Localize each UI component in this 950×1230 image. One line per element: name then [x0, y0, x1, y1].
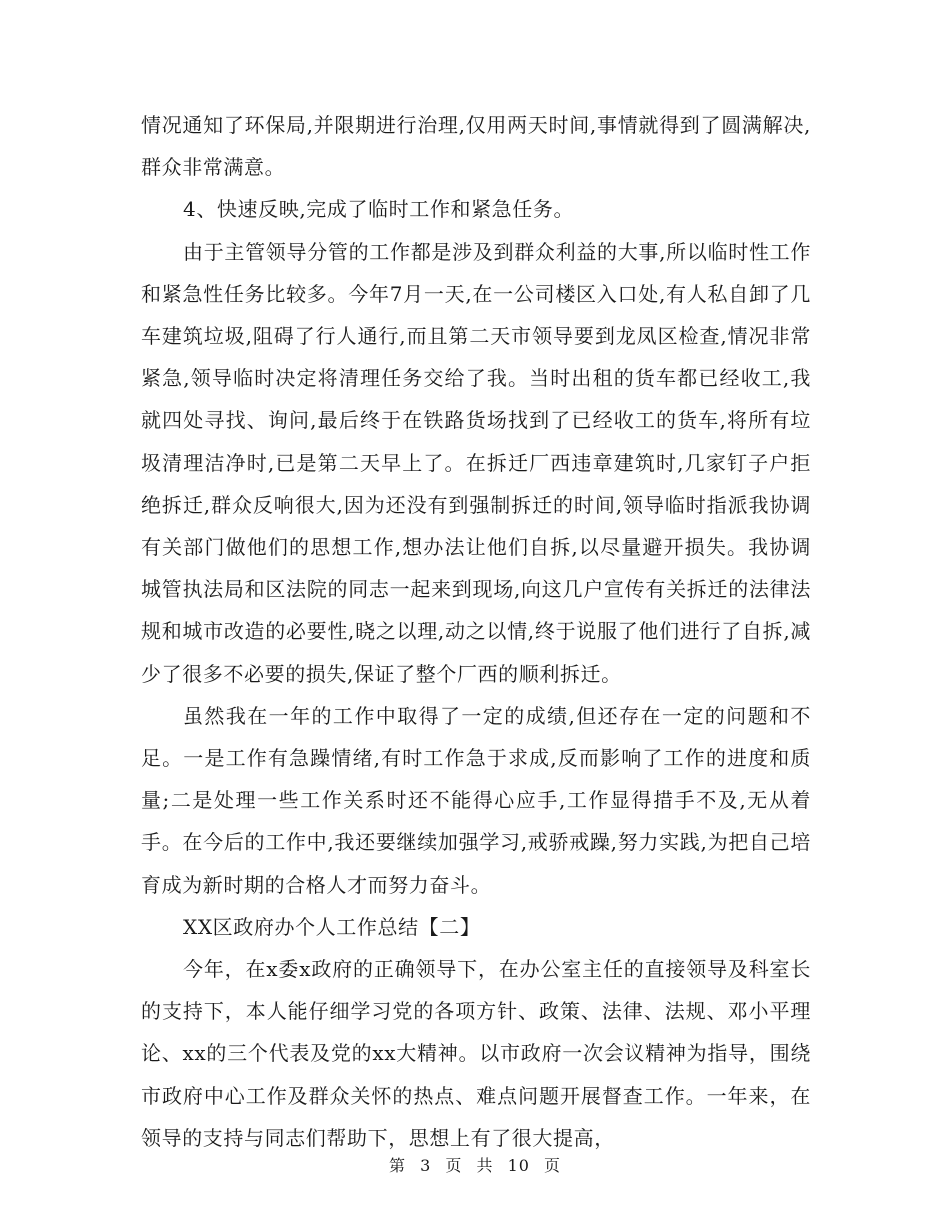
page-footer [0, 1155, 950, 1177]
section-title-2: XX区政府办个人工作总结【二】 [183, 914, 481, 939]
footer-current-page: 3 [420, 1156, 432, 1175]
footer-ye-2: 页 [544, 1156, 562, 1175]
paragraph-continuation: 情况通知了环保局,并限期进行治理,仅用两天时间,事情就得到了圆满解决,群众非常满意。 [141, 113, 811, 180]
document-body [141, 104, 811, 1159]
footer-di: 第 [388, 1156, 406, 1175]
item-heading-4: 4、快速反映,完成了临时工作和紧急任务。 [183, 197, 575, 222]
paragraph-urgent-tasks: 由于主管领导分管的工作都是涉及到群众利益的大事,所以临时性工作和紧急性任务比较多。今年7月一天,在一公司楼区入口处,有人私自卸了几车建筑垃圾,阻碍了行人通行,而且第二天市领导要到龙凤区检查,情况非常紧急,领导临时决定将清理任务交给了我。当时出租的货车都已经收工,我就四处寻找、询问,最后终于在铁路货场找到了已经收工的货车,将所有垃圾清理洁净时,已是第二天早上了。在拆迁厂西违章建筑时,几家钉子户拒绝拆迁,群众反响很大,因为还没有到强制拆迁的时间,领导临时指派我协调有关部门做他们的思想工作,想办法让他们自拆,以尽量避开损失。我协调城管执法局和区法院的同志一起来到现场,向这几户宣传有关拆迁的法律法规和城市改造的必要性,晓之以理,动之以情,终于说服了他们进行了自拆,减少了很多不必要的损失,保证了整个厂西的顺利拆迁。 [141, 239, 811, 686]
footer-gong: 共 [476, 1156, 494, 1175]
paragraph-shortcomings: 虽然我在一年的工作中取得了一定的成绩,但还存在一定的问题和不足。一是工作有急躁情绪,有时工作急于求成,反而影响了工作的进度和质量;二是处理一些工作关系时还不能得心应手,工作显得措手不及,无从着手。在今后的工作中,我还要继续加强学习,戒骄戒躁,努力实践,为把自己培育成为新时期的合格人才而努力奋斗。 [141, 703, 811, 897]
paragraph-section2-intro: 今年，在x委x政府的正确领导下，在办公室主任的直接领导及科室长的支持下，本人能仔细学习党的各项方针、政策、法律、法规、邓小平理论、xx的三个代表及党的xx大精神。以市政府一次会议精神为指导，围绕市政府中心工作及群众关怀的热点、难点问题开展督查工作。一年来，在领导的支持与同志们帮助下，思想上有了很大提高， [141, 957, 811, 1150]
footer-ye: 页 [445, 1156, 463, 1175]
footer-total-pages: 10 [507, 1156, 530, 1175]
